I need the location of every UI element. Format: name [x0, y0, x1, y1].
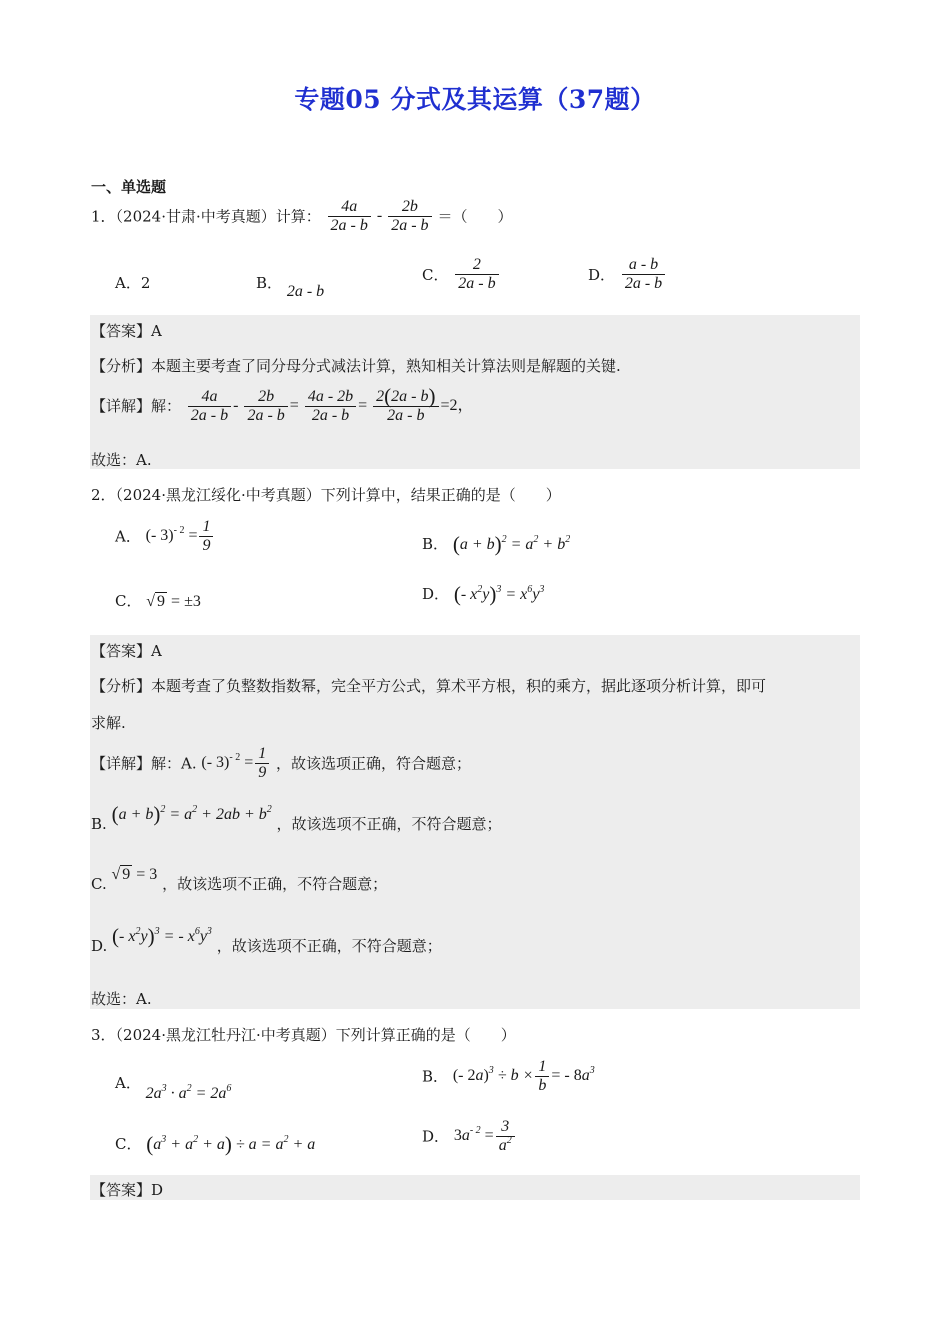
- q2-detail-d-prefix: D.: [91, 937, 113, 955]
- q2-option-c-math: √ 9 = ±3: [146, 593, 201, 610]
- q3-option-d-label: D．: [422, 1127, 450, 1146]
- q2-answer: 【答案】A: [91, 642, 162, 660]
- q1-detail-math: $\frac{4a}{2a - b}$ - $\frac{2b}{2a - b}$ = $\frac{4a - 2b}{2a - b}$ = $\frac{2(2a - b)}{2a - b}$ =2，: [186, 397, 474, 414]
- q1-option-a: A．2: [115, 274, 151, 292]
- q2-analysis-line1: 【分析】本题考查了负整数指数幂，完全平方公式，算术平方根，积的乘方，据此逐项分析计算，即可: [91, 677, 767, 695]
- q1-stem-tail: ＝（ ）: [437, 207, 513, 226]
- q3-option-c-math: $(a^3 + a^2 + a) \div a = a^2 + a$: [146, 1132, 316, 1156]
- q1-choice: 故选：A.: [91, 451, 152, 469]
- section-heading: 一、单选题: [91, 178, 167, 196]
- q3-option-c-label: C．: [115, 1135, 142, 1153]
- q1-answer: 【答案】A: [91, 322, 162, 340]
- q1-option-c-math: $\frac{2}{2a - b}$: [455, 256, 498, 293]
- q2-detail-b-math: $(a + b)^2 = a^2 + 2ab + b^2$: [111, 802, 272, 826]
- q1-option-b: [256, 272, 325, 300]
- q2-option-a-label: A．: [115, 527, 141, 546]
- page-title: 专题05 分式及其运算（37题）: [294, 85, 656, 114]
- q2-detail-c-suffix: ，故该选项不正确，不符合题意；: [162, 875, 388, 893]
- q1-detail: [91, 384, 474, 425]
- q2-detail-c: [91, 866, 388, 894]
- q3-option-a: [115, 1072, 232, 1102]
- q2-detail-d-math: (- $x^2y)^3$ = - $x^6y^3$: [112, 924, 212, 948]
- q1-detail-prefix: 【详解】解：: [91, 397, 182, 416]
- q2-detail-b: [91, 802, 502, 837]
- q3-option-a-math: $2a^3 \cdot a^2 = 2a^6$: [145, 1083, 232, 1102]
- q2-analysis-line2: 求解.: [91, 714, 126, 732]
- q1-analysis: 【分析】本题主要考查了同分母分式减法计算，熟知相关计算法则是解题的关键.: [91, 357, 621, 375]
- q2-option-b-math: $(a + b)^2 = a^2 + b^2$: [452, 532, 571, 556]
- q3-option-b: [422, 1058, 595, 1095]
- q1-option-d-math: $\frac{a - b}{2a - b}$: [622, 256, 665, 293]
- q2-option-c: [115, 590, 201, 611]
- q2-choice: 故选：A.: [91, 990, 152, 1008]
- q2-option-d: [422, 582, 544, 607]
- q2-option-c-label: C．: [115, 592, 142, 610]
- q1-option-b-math: 2a - b: [286, 283, 325, 300]
- q3-option-d-math: $3a^{- 2}$ = $\frac{3}{a^2}$: [454, 1127, 517, 1144]
- q2-detail-c-math: √ 9 = 3: [111, 866, 158, 883]
- q2-stem: 2．（2024·黑龙江绥化·中考真题）下列计算中，结果正确的是（ ）: [91, 486, 561, 504]
- q2-option-a: [115, 518, 215, 555]
- q2-detail-a: [91, 745, 471, 782]
- q2-detail-a-math: (- 3)$^{- 2}$ = $\frac{1}{9}$: [201, 754, 271, 771]
- q3-option-c: [115, 1132, 315, 1157]
- q2-detail-c-prefix: C.: [91, 875, 112, 893]
- q1-option-b-label: B．: [256, 274, 283, 292]
- q2-detail-b-suffix: ，故该选项不正确，不符合题意；: [276, 815, 502, 833]
- q1-expression: $\frac{4a}{2a - b}$ - $\frac{2b}{2a - b}$: [326, 207, 438, 224]
- q2-detail-d-suffix: ，故该选项不正确，不符合题意；: [216, 937, 442, 955]
- q1-option-d-label: D．: [588, 266, 616, 284]
- q2-option-b: [422, 532, 570, 557]
- q2-option-b-label: B．: [422, 535, 449, 553]
- q3-option-d: [422, 1118, 517, 1155]
- q3-solution-panel: [90, 1175, 860, 1200]
- q2-detail-d: [91, 924, 442, 959]
- q1-option-d: [588, 256, 667, 293]
- q3-option-b-math: (- 2a)$^3$ ÷ b × $\frac{1}{b}$ = - $8a^3$: [452, 1058, 595, 1094]
- q2-option-a-math: (- 3)$^{- 2}$ = $\frac{1}{9}$: [146, 527, 216, 544]
- q1-option-c: [422, 256, 501, 293]
- q3-answer: 【答案】D: [91, 1181, 164, 1199]
- q2-option-d-label: D．: [422, 585, 450, 603]
- q2-detail-b-prefix: B.: [91, 815, 112, 833]
- q3-stem: 3．（2024·黑龙江牡丹江·中考真题）下列计算正确的是（ ）: [91, 1026, 516, 1044]
- q2-option-d-math: (- $x^2y)^3 = x^6y^3$: [453, 582, 545, 606]
- q1-option-c-label: C．: [422, 266, 449, 284]
- q2-detail-a-suffix: ，故该选项正确，符合题意；: [276, 754, 472, 773]
- q3-option-a-label: A．: [115, 1074, 141, 1092]
- q3-option-b-label: B．: [422, 1067, 449, 1086]
- q1-stem-text: 1．（2024·甘肃·中考真题）计算：: [91, 207, 321, 226]
- q2-detail-a-prefix: 【详解】解：A.: [91, 754, 202, 773]
- q1-stem: [91, 198, 513, 235]
